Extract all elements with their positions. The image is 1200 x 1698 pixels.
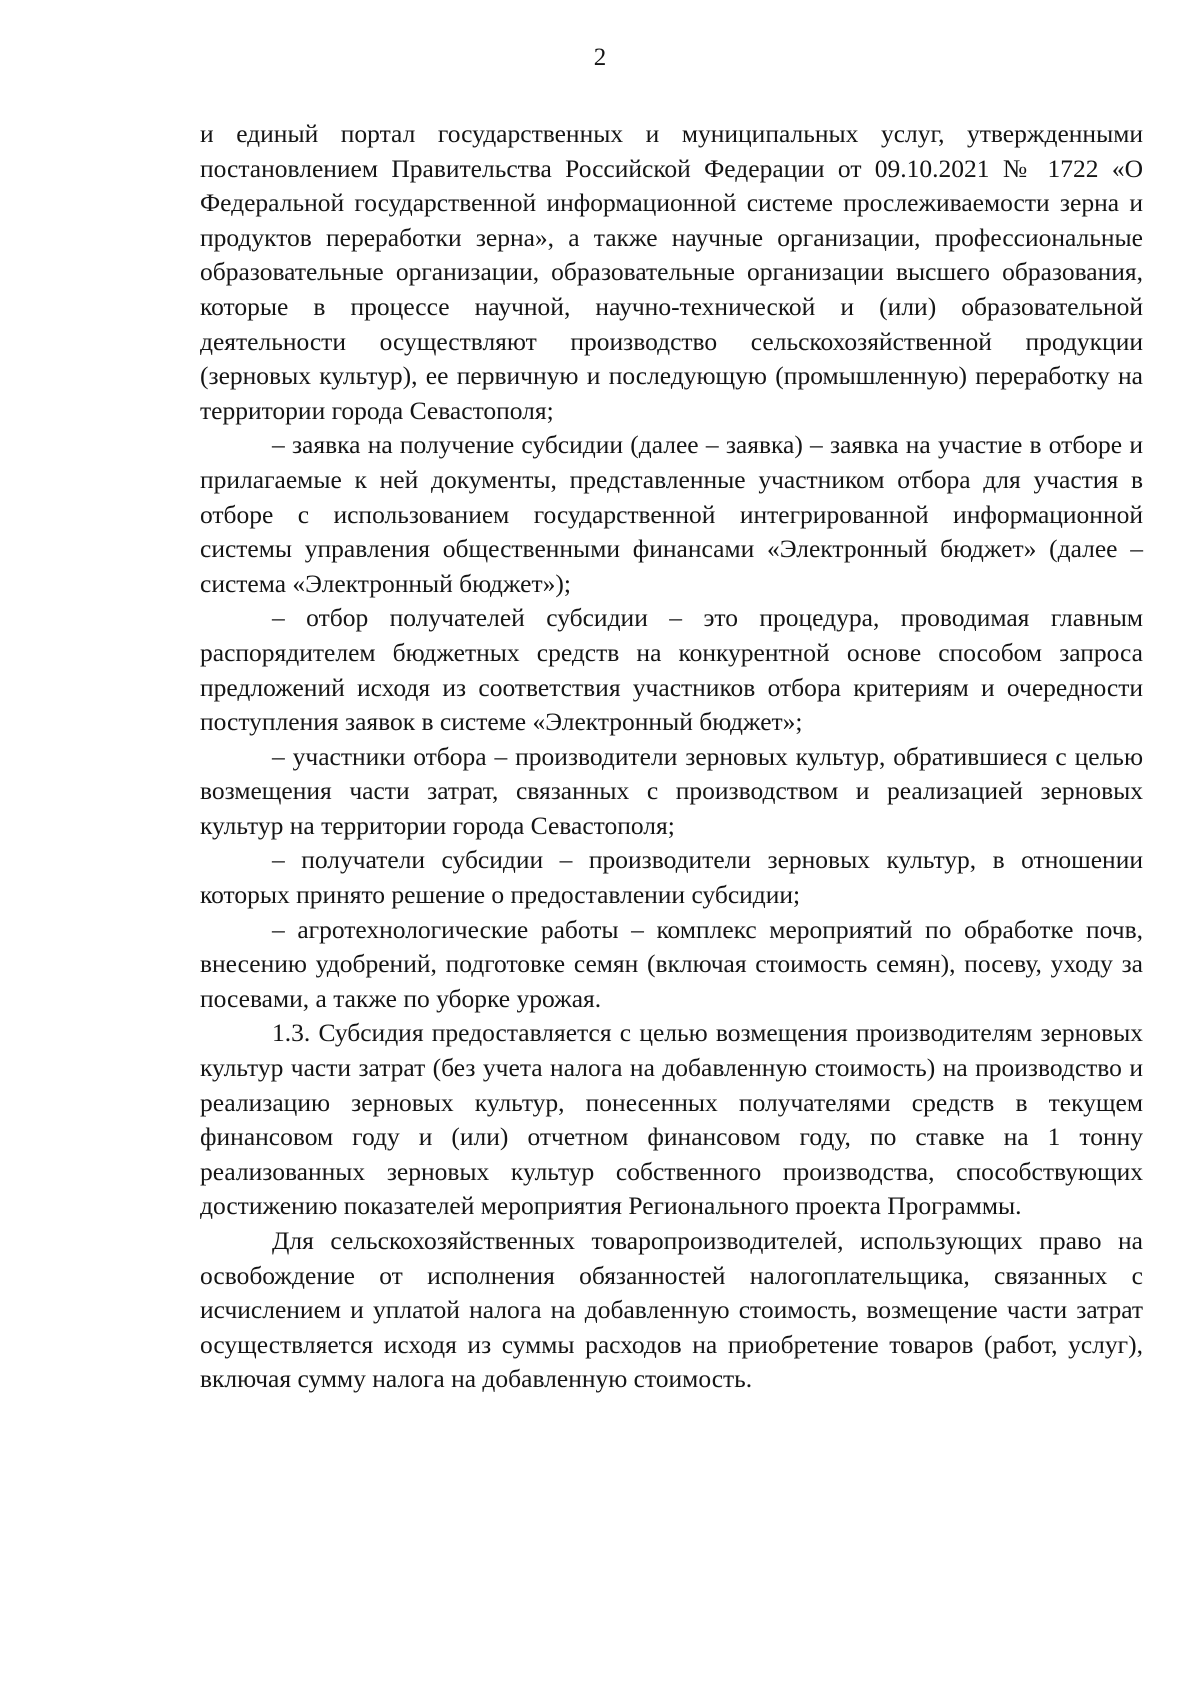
paragraph: – получатели субсидии – производители зерновых культур, в отношении которых принято решение о предоставлении субсидии; xyxy=(200,845,1143,910)
document-body xyxy=(200,117,1143,1397)
paragraph: – участники отбора – производители зерновых культур, обратившиеся с целью возмещения части затрат, связанных с производством и реализацией зерновых культур на территории города Севастополя; xyxy=(200,741,1143,840)
paragraph: Для сельскохозяйственных товаропроизводителей, использующих право на освобождение от исполнения обязанностей налогоплательщика, связанных с исчислением и уплатой налога на добавленную стоимость, возмещение части затрат осуществляется исходя из суммы расходов на приобретение товаров (работ, услуг), включая сумму налога на добавленную стоимость. xyxy=(200,1226,1143,1394)
paragraph: – заявка на получение субсидии (далее – заявка) – заявка на участие в отборе и прилагаемые к ней документы, представленные участником отбора для участия в отборе с использованием государственной интегрированной информационной системы управления общественными финансами «Электронный бюджет» (далее – система «Электронный бюджет»); xyxy=(200,430,1143,598)
paragraph: и единый портал государственных и муниципальных услуг, утвержденными постановлением Правительства Российской Федерации от 09.10.2021 № 1722 «О Федеральной государственной информационной системе прослеживаемости зерна и продуктов переработки зерна», а также научные организации, профессиональные образовательные организации, образовательные организации высшего образования, которые в процессе научной, научно-технической и (или) образовательной деятельности осуществляют производство сельскохозяйственной продукции (зерновых культур), ее первичную и последующую (промышленную) переработку на территории города Севастополя; xyxy=(200,119,1143,425)
page-number: 2 xyxy=(593,44,607,71)
paragraph: – отбор получателей субсидии – это процедура, проводимая главным распорядителем бюджетных средств на конкурентной основе способом запроса предложений исходя из соответствия участников отбора критериям и очередности поступления заявок в системе «Электронный бюджет»; xyxy=(200,603,1143,737)
paragraph: 1.3. Субсидия предоставляется с целью возмещения производителям зерновых культур части затрат (без учета налога на добавленную стоимость) на производство и реализацию зерновых культур, понесенных получателями средств в текущем финансовом году и (или) отчетном финансовом году, по ставке на 1 тонну реализованных зерновых культур собственного производства, способствующих достижению показателей мероприятия Регионального проекта Программы. xyxy=(200,1018,1143,1221)
paragraph: – агротехнологические работы – комплекс мероприятий по обработке почв, внесению удобрений, подготовке семян (включая стоимость семян), посеву, уходу за посевами, а также по уборке урожая. xyxy=(200,914,1143,1013)
